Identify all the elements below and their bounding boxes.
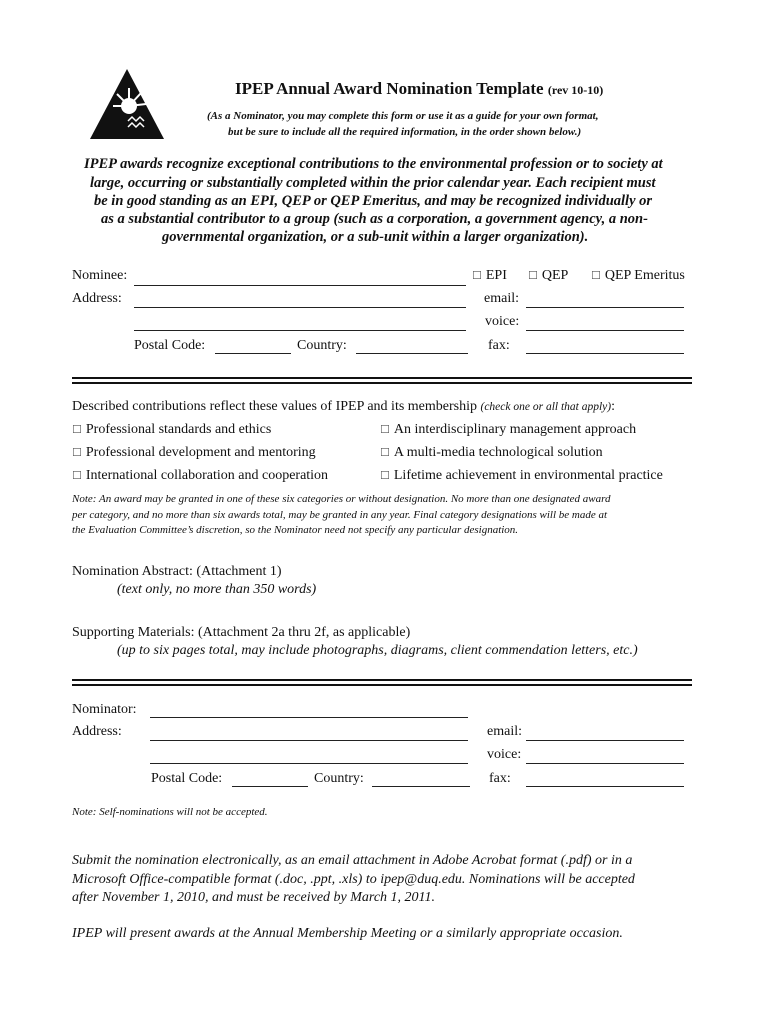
nominee-postal-label: Postal Code: (134, 338, 206, 353)
value-professional-development[interactable]: ☐ Professional development and mentoring (72, 445, 316, 460)
nominator-voice-label: voice: (487, 747, 522, 762)
revision-label: (rev 10-10) (547, 83, 604, 97)
nominee-name-field[interactable] (134, 285, 466, 286)
abstract-hint: (text only, no more than 350 words) (117, 582, 317, 597)
nominator-name-field[interactable] (150, 717, 468, 718)
submit-line-3: after November 1, 2010, and must be received by March 1, 2011. (72, 890, 436, 905)
nominator-email-field[interactable] (526, 740, 684, 741)
intro-line-3: be in good standing as an EPI, QEP or QEP Emeritus, and may be recognized individually or (94, 193, 653, 209)
status-option-epi[interactable]: ☐ EPI (472, 268, 507, 283)
checkbox-icon[interactable]: ☐ (591, 269, 601, 282)
nominee-country-field[interactable] (356, 353, 468, 354)
intro-line-2: large, occurring or substantially completed within the prior calendar year. Each recipient must (90, 175, 656, 191)
values-heading: Described contributions reflect these values of IPEP and its membership (check one or all that apply): (72, 399, 616, 414)
status-option-qep[interactable]: ☐ QEP (528, 268, 569, 283)
subtitle-line-1: (As a Nominator, you may complete this form or use it as a guide for your own format, (207, 110, 599, 122)
nominator-address-label: Address: (72, 724, 122, 739)
value-multimedia[interactable]: ☐ A multi-media technological solution (380, 445, 603, 460)
ipep-logo (88, 66, 166, 142)
checkbox-icon[interactable]: ☐ (72, 446, 82, 459)
supporting-label: Supporting Materials: (Attachment 2a thru 2f, as applicable) (72, 625, 411, 640)
nominator-address-line-1[interactable] (150, 740, 468, 741)
section-divider (72, 377, 692, 384)
nominator-email-label: email: (487, 724, 522, 739)
values-note-line-2: per category, and no more than six awards total, may be granted in any year. Final category designations will be made at (72, 509, 608, 521)
checkbox-icon[interactable]: ☐ (472, 269, 482, 282)
value-international-collaboration[interactable]: ☐ International collaboration and cooperation (72, 468, 329, 483)
subtitle-line-2: but be sure to include all the required information, in the order shown below.) (228, 126, 582, 138)
nominator-fax-label: fax: (489, 771, 511, 786)
value-professional-standards[interactable]: ☐ Professional standards and ethics (72, 422, 272, 437)
nominator-postal-field[interactable] (232, 786, 308, 787)
nominator-address-line-2[interactable] (150, 763, 468, 764)
checkbox-icon[interactable]: ☐ (380, 423, 390, 436)
intro-line-4: as a substantial contributor to a group (such as a corporation, a government agency, a non- (101, 211, 648, 227)
nominator-label: Nominator: (72, 702, 137, 717)
nominee-label: Nominee: (72, 268, 128, 283)
checkbox-icon[interactable]: ☐ (380, 446, 390, 459)
nominee-address-line-2[interactable] (134, 330, 466, 331)
closing-statement: IPEP will present awards at the Annual Membership Meeting or a similarly appropriate occasion. (72, 926, 623, 941)
nominee-fax-label: fax: (488, 338, 510, 353)
nominee-address-label: Address: (72, 291, 122, 306)
nominator-country-label: Country: (314, 771, 364, 786)
abstract-label: Nomination Abstract: (Attachment 1) (72, 564, 282, 579)
form-title: IPEP Annual Award Nomination Template (rev 10-10) (235, 79, 604, 98)
nominator-fax-field[interactable] (526, 786, 684, 787)
section-divider (72, 679, 692, 686)
checkbox-icon[interactable]: ☐ (380, 469, 390, 482)
nominee-fax-field[interactable] (526, 353, 684, 354)
values-note-line-1: Note: An award may be granted in one of these six categories or without designation. No more than one designated award (72, 493, 611, 505)
values-note-line-3: the Evaluation Committee’s discretion, so the Nominator need not specify any particular designation. (72, 524, 519, 536)
submit-line-2: Microsoft Office-compatible format (.doc, .ppt, .xls) to ipep@duq.edu. Nominations will be accepted (72, 872, 635, 887)
checkbox-icon[interactable]: ☐ (72, 423, 82, 436)
nominator-voice-field[interactable] (526, 763, 684, 764)
value-lifetime-achievement[interactable]: ☐ Lifetime achievement in environmental practice (380, 468, 663, 483)
checkbox-icon[interactable]: ☐ (72, 469, 82, 482)
checkbox-icon[interactable]: ☐ (528, 269, 538, 282)
nominee-voice-label: voice: (485, 314, 520, 329)
nominee-voice-field[interactable] (526, 330, 684, 331)
intro-line-5: governmental organization, or a sub-unit within a larger organization). (162, 229, 589, 245)
supporting-hint: (up to six pages total, may include photographs, diagrams, client commendation letters, etc.) (117, 643, 638, 658)
nominee-address-line-1[interactable] (134, 307, 466, 308)
status-option-qep-emeritus[interactable]: ☐ QEP Emeritus (591, 268, 685, 283)
nominee-email-label: email: (484, 291, 519, 306)
nominee-postal-field[interactable] (215, 353, 291, 354)
nominee-email-field[interactable] (526, 307, 684, 308)
nominee-country-label: Country: (297, 338, 347, 353)
self-nomination-note: Note: Self-nominations will not be accepted. (72, 806, 268, 818)
intro-line-1: IPEP awards recognize exceptional contributions to the environmental profession or to society at (84, 156, 663, 172)
nominator-postal-label: Postal Code: (151, 771, 223, 786)
nominator-country-field[interactable] (372, 786, 470, 787)
value-interdisciplinary[interactable]: ☐ An interdisciplinary management approach (380, 422, 637, 437)
submit-line-1: Submit the nomination electronically, as an email attachment in Adobe Acrobat format (.pdf) or in a (72, 853, 633, 868)
